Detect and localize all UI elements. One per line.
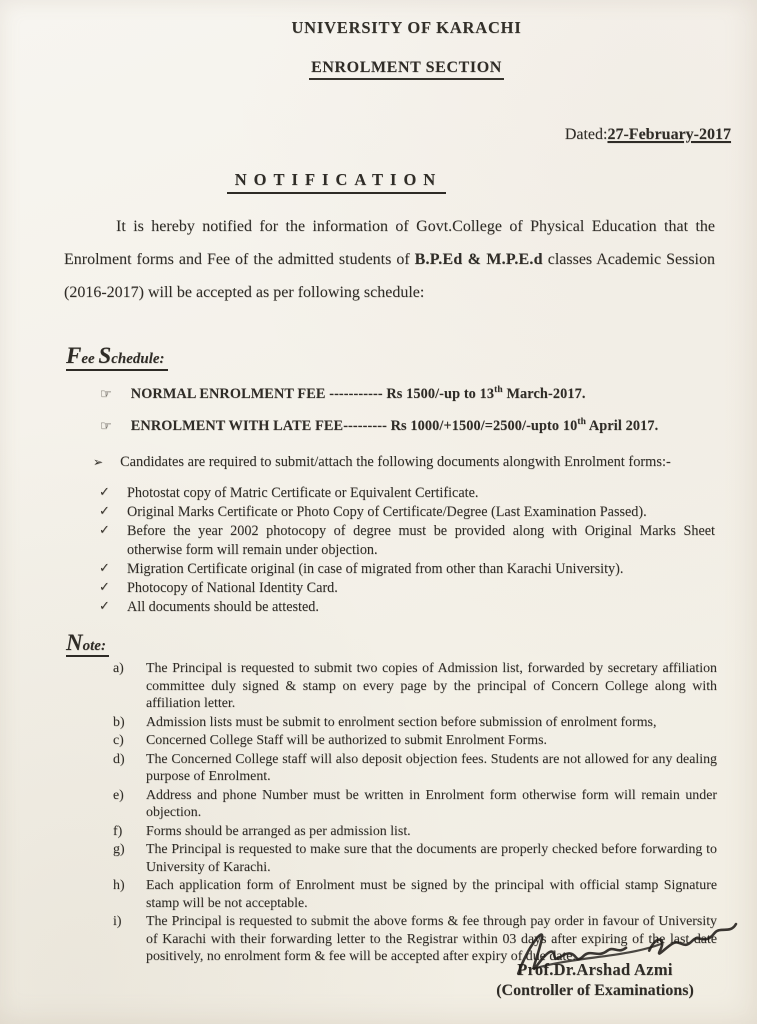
documents-checklist (99, 484, 715, 617)
checklist-item-text: All documents should be attested. (127, 598, 319, 615)
fee-heading-rest-1: ee (81, 351, 99, 368)
note-item-text: The Principal is requested to submit two copies of Admission list, forwarded by secretary affiliation committee duly signed & stamp on every page by the principal of Concern College along with affiliation letter. (146, 661, 717, 712)
intro-paragraph (64, 211, 715, 309)
fee-item-text: NORMAL ENROLMENT FEE ----------- Rs 1500/-up to 13th March-2017. (130, 384, 586, 402)
fee-heading-rest-2: chedule: (111, 351, 165, 368)
signatory-name: Prof.Dr.Arshad Azmi (517, 960, 673, 979)
note-item-text: Each application form of Enrolment must be signed by the principal with official stamp Signature stamp will be not acceptable. (146, 878, 717, 911)
note-item (113, 841, 717, 876)
note-item (113, 877, 717, 912)
checklist-item (99, 560, 715, 579)
fee-heading-cap-1: F (66, 343, 82, 369)
note-heading-rest: ote: (82, 637, 106, 654)
checkmark-icon: ✓ (99, 579, 110, 595)
checkmark-icon: ✓ (99, 598, 110, 614)
note-item (113, 787, 717, 822)
note-heading (66, 630, 109, 657)
org-title: UNIVERSITY OF KARACHI (291, 18, 522, 37)
checklist-item-text: Photocopy of National Identity Card. (127, 579, 338, 596)
date-label: Dated: (564, 126, 608, 143)
note-item-text: Concerned College Staff will be authorized to submit Enrolment Forms. (146, 733, 547, 749)
checkmark-icon: ✓ (99, 560, 110, 576)
note-item-label: b) (113, 714, 125, 730)
candidates-requirement-line (93, 454, 717, 471)
note-item-label: c) (113, 733, 124, 749)
note-item-label: a) (113, 661, 124, 677)
checkmark-icon: ✓ (99, 484, 110, 500)
note-item (113, 823, 717, 841)
date-value: 27-February-2017 (607, 126, 731, 143)
checklist-item-text: Original Marks Certificate or Photo Copy of Certificate/Degree (Last Examination Passed). (127, 503, 647, 520)
checklist-item (99, 484, 715, 503)
note-item-text: The Concerned College staff will also deposit objection fees. Students are not allowed for any dealing purpose of Enrolment. (146, 751, 717, 785)
fee-item-normal (100, 386, 717, 403)
section-title: ENROLMENT SECTION (309, 59, 504, 80)
note-item-text: Address and phone Number must be written in Enrolment form otherwise form will remain under objection. (146, 787, 717, 821)
fee-schedule-heading (66, 343, 168, 370)
note-item (113, 732, 717, 750)
checkmark-icon: ✓ (99, 503, 110, 519)
intro-bold-classes: B.P.Ed & M.P.E.d (414, 250, 543, 268)
signature-block (445, 918, 745, 1000)
checklist-item-text: Migration Certificate original (in case of migrated from other than Karachi University). (127, 560, 624, 577)
note-item-text: Forms should be arranged as per admission list. (146, 823, 411, 839)
note-item (113, 714, 717, 732)
note-item-label: g) (113, 842, 125, 858)
note-heading-cap: N (66, 629, 83, 655)
checklist-item (99, 579, 715, 598)
note-item-text: The Principal is requested to submit the above forms & fee through pay order in favour of University of Karachi with their forwarding letter to the Registrar within 03 days after expiring of the last date positively, no enrolment form & fee will be accepted after expiry of due date. (146, 914, 717, 965)
dated-line (0, 126, 757, 144)
note-item-text: The Principal is requested to make sure that the documents are properly checked before forwarding to University of Karachi. (146, 842, 717, 875)
fee-item-text: ENROLMENT WITH LATE FEE--------- Rs 1000/+1500/=2500/-upto 10th April 2017. (130, 416, 659, 434)
pointing-hand-icon: ☞ (100, 418, 112, 434)
note-item-text: Admission lists must be submit to enrolment section before submission of enrolment forms, (146, 714, 657, 730)
note-item-label: e) (113, 787, 124, 803)
checklist-item (99, 503, 715, 522)
intro-text-2: classes Academic Session (2016-2017) will be accepted as per following schedule: (64, 250, 716, 301)
doc-header (28, 0, 757, 80)
signatory-title: (Controller of Examinations) (496, 982, 694, 999)
checkmark-icon: ✓ (99, 522, 110, 538)
note-item (113, 751, 717, 786)
note-item-label: i) (113, 914, 122, 930)
checklist-item (99, 522, 715, 560)
fee-item-late (100, 418, 717, 435)
checklist-item (99, 598, 715, 617)
notification-title: NOTIFICATION (227, 170, 446, 194)
fee-heading-cap-2: S (98, 343, 112, 369)
pointing-hand-icon: ☞ (100, 386, 112, 402)
checklist-item-text: Photostat copy of Matric Certificate or Equivalent Certificate. (127, 484, 479, 501)
arrowhead-icon: ➢ (93, 454, 104, 469)
candidates-text: Candidates are required to submit/attach the following documents alongwith Enrolment forms:- (120, 453, 671, 470)
intro-text-1: It is hereby notified for the information of Govt.College of Physical Education that the Enrolment forms and Fee of the admitted students of (64, 218, 715, 268)
note-item (113, 660, 717, 713)
note-item-label: d) (113, 751, 125, 767)
checklist-item-text: Before the year 2002 photocopy of degree must be provided along with Original Marks Sheet otherwise form will remain under objection. (127, 522, 715, 558)
note-item-label: h) (113, 878, 125, 894)
note-item-label: f) (113, 823, 123, 839)
